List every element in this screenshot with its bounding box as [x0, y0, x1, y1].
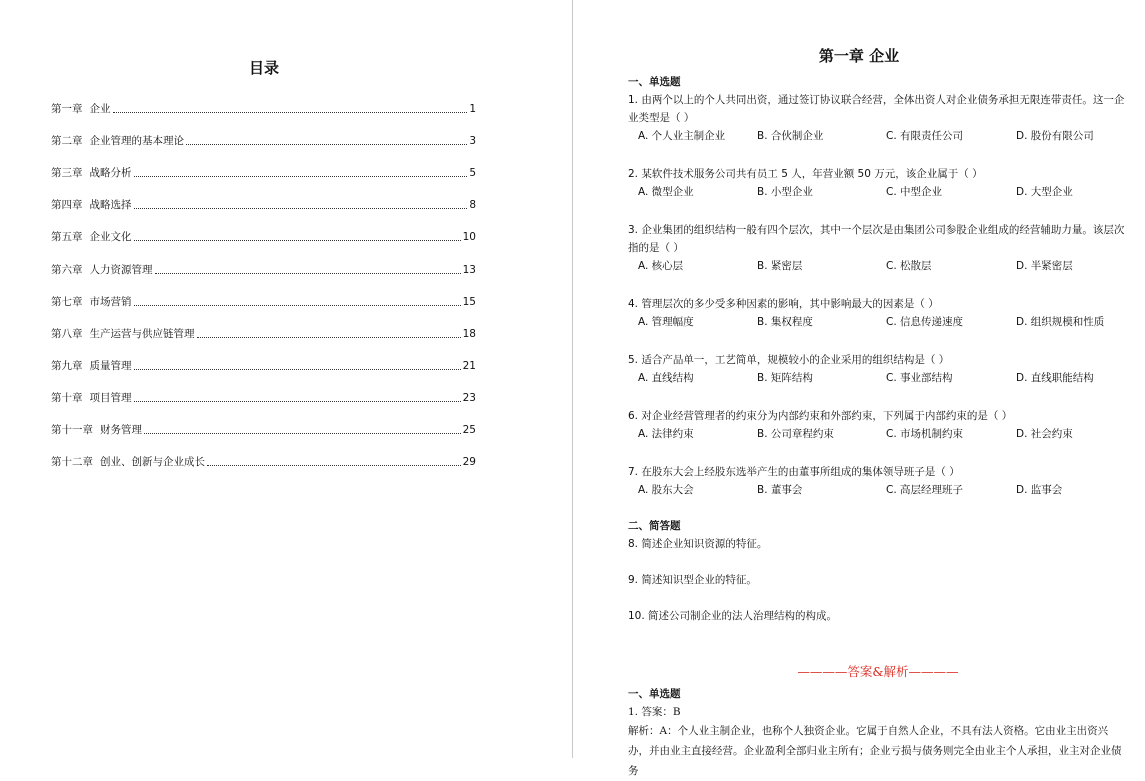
option[interactable]: B. 公司章程约束 [757, 428, 834, 440]
toc-chapter-name: 生产运营与供应链管理 [89, 327, 195, 340]
toc-entry[interactable] [51, 244, 476, 276]
toc-chapter-name: 创业、创新与企业成长 [100, 456, 205, 469]
analysis-1: 解析：A：个人业主制企业，也称个人独资企业。它属于自然人企业，不具有法人资格。它由业主出资兴办，并由业主直接经营。企业盈利全部归业主所有；企业亏损与债务则完全由业主个人承担，业主对企业债务 [628, 725, 1122, 777]
toc-chapter-name: 战略选择 [89, 199, 132, 212]
toc-chapter-number: 第十二章 [51, 456, 93, 469]
question [628, 295, 1128, 331]
options-row [628, 127, 1128, 145]
options-row [628, 313, 1128, 331]
toc-entry-label [51, 456, 205, 469]
toc-chapter-name: 企业 [89, 103, 111, 116]
toc-chapter-name: 项目管理 [89, 391, 132, 404]
toc-entry-label [51, 296, 132, 309]
toc-entry[interactable] [51, 341, 476, 373]
toc-entry[interactable] [51, 148, 476, 180]
toc-chapter-name: 市场营销 [89, 295, 132, 308]
option[interactable]: B. 集权程度 [757, 316, 813, 328]
toc-entry-label [51, 167, 132, 180]
option[interactable]: D. 监事会 [1016, 484, 1063, 496]
toc-entry-label [51, 392, 132, 405]
short-answer-question: 10. 简述公司制企业的法人治理结构的构成。 [628, 610, 838, 622]
short-answer-question: 9. 简述知识型企业的特征。 [628, 574, 757, 586]
chapter-content [628, 73, 1128, 781]
toc-page-number: 23 [462, 391, 476, 404]
chapter-title: 第一章 企业 [818, 47, 900, 65]
question [628, 351, 1128, 387]
toc-leader-dots [134, 368, 461, 370]
option[interactable]: B. 小型企业 [757, 186, 813, 198]
section-heading-single-choice: 一、单选题 [628, 76, 681, 88]
toc-entry-label [51, 231, 132, 244]
toc-entry-label [51, 103, 111, 116]
option[interactable]: D. 直线职能结构 [1016, 372, 1094, 384]
toc-chapter-name: 企业管理的基本理论 [89, 135, 184, 148]
question-text: 1. 由两个以上的个人共同出资，通过签订协议联合经营，全体出资人对企业债务承担无限连带责任。这一企业类型是（ ） [628, 94, 1125, 124]
options-row [628, 257, 1128, 275]
option[interactable]: A. 股东大会 [638, 484, 694, 496]
toc-leader-dots [197, 336, 461, 338]
toc-chapter-name: 质量管理 [89, 359, 132, 372]
chapter-page [573, 0, 1145, 777]
toc-chapter-number: 第六章 [51, 263, 83, 276]
option[interactable]: D. 半紧密层 [1016, 260, 1073, 272]
question [628, 221, 1128, 275]
options-row [628, 369, 1128, 387]
toc-leader-dots [134, 304, 461, 306]
option[interactable]: C. 高层经理班子 [886, 484, 964, 496]
toc-entry[interactable] [51, 84, 476, 116]
option[interactable]: A. 微型企业 [638, 186, 694, 198]
option[interactable]: D. 组织规模和性质 [1016, 316, 1105, 328]
answer-1: 1. 答案：B [628, 706, 681, 718]
toc-page-number: 10 [462, 231, 476, 244]
option[interactable]: C. 事业部结构 [886, 372, 953, 384]
toc-chapter-number: 第九章 [51, 359, 83, 372]
toc-entry-label [51, 264, 153, 277]
toc-leader-dots [134, 239, 461, 241]
toc-page [0, 0, 572, 758]
toc-page-number: 13 [462, 263, 476, 276]
question [628, 407, 1128, 443]
option[interactable]: C. 中型企业 [886, 186, 943, 198]
toc-page-number: 29 [462, 456, 476, 469]
option[interactable]: A. 核心层 [638, 260, 684, 272]
toc-entry[interactable] [51, 212, 476, 244]
toc-entry[interactable] [51, 180, 476, 212]
question-text: 2. 某软件技术服务公司共有员工 5 人，年营业额 50 万元，该企业属于（ ） [628, 168, 983, 180]
toc-list [51, 84, 476, 469]
answers-title: ————答案&解析———— [797, 664, 959, 679]
toc-page-number: 5 [469, 167, 476, 180]
toc-leader-dots [134, 207, 468, 209]
toc-page-number: 3 [469, 135, 476, 148]
options-row [628, 425, 1128, 443]
toc-page-number: 21 [462, 359, 476, 372]
question-text: 6. 对企业经营管理者的约束分为内部约束和外部约束，下列属于内部约束的是（ ） [628, 410, 1013, 422]
question [628, 463, 1128, 499]
toc-leader-dots [155, 272, 461, 274]
toc-page-number: 25 [462, 424, 476, 437]
option[interactable]: D. 大型企业 [1016, 186, 1073, 198]
toc-title: 目录 [248, 59, 279, 77]
toc-chapter-name: 战略分析 [89, 167, 132, 180]
option[interactable]: B. 合伙制企业 [757, 130, 824, 142]
option[interactable]: A. 管理幅度 [638, 316, 694, 328]
question [628, 165, 1128, 201]
option[interactable]: B. 紧密层 [757, 260, 803, 272]
option[interactable]: C. 信息传递速度 [886, 316, 964, 328]
option[interactable]: D. 社会约束 [1016, 428, 1073, 440]
toc-entry[interactable] [51, 277, 476, 309]
question-text: 5. 适合产品单一，工艺简单，规模较小的企业采用的组织结构是（ ） [628, 354, 950, 366]
question-text: 3. 企业集团的组织结构一般有四个层次，其中一个层次是由集团公司参股企业组成的经营辅助力量。该层次指的是（ ） [628, 224, 1125, 254]
toc-chapter-number: 第十章 [51, 391, 83, 404]
toc-entry[interactable] [51, 405, 476, 437]
option[interactable]: C. 松散层 [886, 260, 932, 272]
toc-leader-dots [113, 111, 468, 113]
short-answer-question: 8. 简述企业知识资源的特征。 [628, 538, 768, 550]
option[interactable]: C. 有限责任公司 [886, 130, 964, 142]
toc-chapter-name: 人力资源管理 [89, 263, 153, 276]
toc-entry[interactable] [51, 309, 476, 341]
toc-entry-label [51, 135, 184, 148]
toc-page-number: 15 [462, 295, 476, 308]
section-heading-short-answer: 二、简答题 [628, 520, 681, 532]
toc-page-number: 8 [469, 199, 476, 212]
toc-page-number: 18 [462, 327, 476, 340]
toc-chapter-number: 第一章 [51, 103, 83, 116]
question-text: 4. 管理层次的多少受多种因素的影响，其中影响最大的因素是（ ） [628, 298, 939, 310]
toc-chapter-name: 企业文化 [89, 231, 132, 244]
toc-chapter-number: 第二章 [51, 135, 83, 148]
toc-entry-label [51, 199, 132, 212]
question-text: 7. 在股东大会上经股东选举产生的由董事所组成的集体领导班子是（ ） [628, 466, 960, 478]
option[interactable]: D. 股份有限公司 [1016, 130, 1094, 142]
option[interactable]: A. 直线结构 [638, 372, 694, 384]
toc-chapter-number: 第十一章 [51, 424, 93, 437]
question-list [628, 91, 1128, 499]
toc-chapter-number: 第五章 [51, 231, 83, 244]
toc-leader-dots [134, 175, 468, 177]
toc-leader-dots [144, 432, 461, 434]
option[interactable]: B. 董事会 [757, 484, 803, 496]
toc-chapter-number: 第七章 [51, 295, 83, 308]
toc-entry-label [51, 360, 132, 373]
toc-entry-label [51, 424, 142, 437]
answers-section-heading: 一、单选题 [628, 688, 681, 700]
toc-page-number: 1 [469, 103, 476, 116]
options-row [628, 183, 1128, 201]
option[interactable]: A. 个人业主制企业 [638, 130, 726, 142]
toc-leader-dots [134, 400, 461, 402]
toc-chapter-name: 财务管理 [100, 424, 142, 437]
toc-chapter-number: 第三章 [51, 167, 83, 180]
toc-leader-dots [207, 464, 461, 466]
toc-entry-label [51, 328, 195, 341]
toc-chapter-number: 第四章 [51, 199, 83, 212]
toc-leader-dots [186, 143, 467, 145]
toc-chapter-number: 第八章 [51, 327, 83, 340]
toc-entry[interactable] [51, 116, 476, 148]
options-row [628, 481, 1128, 499]
question [628, 91, 1128, 145]
short-answer-list [628, 535, 1128, 625]
option[interactable]: A. 法律约束 [638, 428, 694, 440]
toc-entry[interactable] [51, 373, 476, 405]
toc-entry[interactable] [51, 437, 476, 469]
option[interactable]: B. 矩阵结构 [757, 372, 813, 384]
option[interactable]: C. 市场机制约束 [886, 428, 964, 440]
